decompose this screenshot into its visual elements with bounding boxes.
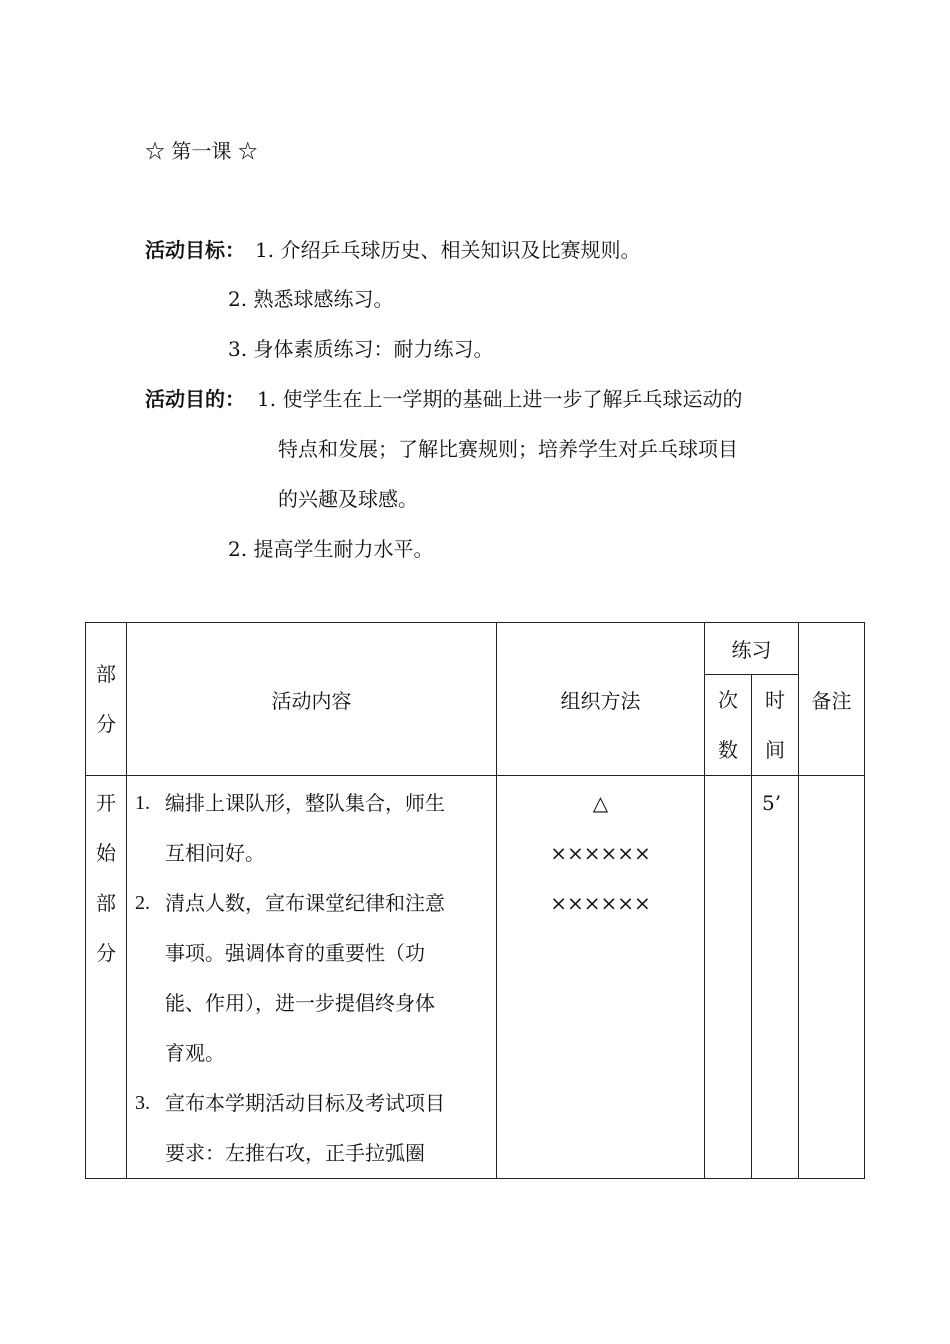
content-item-2-line-3: 能、作用），进一步提倡终身体 (165, 991, 435, 1015)
header-method: 组织方法 (497, 623, 705, 776)
method-line-3: ×××××× (550, 891, 651, 915)
lesson-title: ☆ 第一课 ☆ (145, 139, 258, 163)
header-time-char-1: 时 (765, 688, 785, 712)
content-item-2-line-4: 育观。 (165, 1041, 225, 1065)
header-time (752, 675, 799, 776)
content-item-2-line-1: 清点人数，宣布课堂纪律和注意 (165, 891, 445, 915)
content-item-3-line-2: 要求：左推右攻，正手拉弧圈 (165, 1141, 425, 1165)
method-cell (497, 776, 705, 1179)
content-item-2 (135, 878, 488, 1078)
header-count-char-2: 数 (718, 738, 738, 762)
content-item-3-line-1: 宣布本学期活动目标及考试项目 (165, 1091, 445, 1115)
goal-item-1: 1. 介绍乒乓球历史、相关知识及比赛规则。 (255, 238, 641, 262)
part-char-4: 分 (96, 941, 116, 965)
purpose-item-2: 2. 提高学生耐力水平。 (228, 537, 434, 561)
header-practice: 练习 (705, 623, 799, 675)
content-item-1 (135, 778, 488, 878)
content-item-3 (135, 1078, 488, 1178)
row-opening-part (86, 776, 865, 1179)
time-cell: 5’ (752, 776, 799, 1179)
count-cell (705, 776, 752, 1179)
content-item-1-line-1: 编排上课队形，整队集合，师生 (165, 791, 445, 815)
header-count-char-1: 次 (718, 688, 738, 712)
lesson-plan-table (85, 622, 865, 1179)
content-list (127, 776, 496, 1178)
goal-item-3: 3. 身体素质练习：耐力练习。 (228, 337, 494, 361)
header-part-char-1: 部 (96, 662, 116, 686)
purpose-item-1-line-1: 1. 使学生在上一学期的基础上进一步了解乒乓球运动的 (257, 387, 743, 411)
note-cell (799, 776, 865, 1179)
content-cell (127, 776, 497, 1179)
header-note: 备注 (799, 623, 865, 776)
content-item-3-num: 3. (135, 1092, 150, 1114)
goals-label: 活动目标： (145, 238, 245, 262)
header-part-char-2: 分 (96, 712, 116, 736)
header-time-char-2: 间 (765, 738, 785, 762)
purpose-item-1-line-2: 特点和发展；了解比赛规则；培养学生对乒乓球项目 (278, 437, 738, 461)
part-char-1: 开 (96, 791, 116, 815)
part-cell (86, 776, 127, 1179)
header-content: 活动内容 (127, 623, 497, 776)
goal-item-2: 2. 熟悉球感练习。 (228, 287, 394, 311)
part-char-2: 始 (96, 841, 116, 865)
content-item-1-num: 1. (135, 792, 150, 814)
header-row-1 (86, 623, 865, 675)
content-item-1-line-2: 互相问好。 (165, 841, 265, 865)
header-part (86, 623, 127, 776)
content-item-2-line-2: 事项。强调体育的重要性（功 (165, 941, 425, 965)
method-line-2: ×××××× (550, 841, 651, 865)
header-count (705, 675, 752, 776)
part-char-3: 部 (96, 891, 116, 915)
content-item-2-num: 2. (135, 892, 150, 914)
method-line-1: △ (592, 791, 609, 815)
purpose-label: 活动目的： (145, 387, 245, 411)
purpose-item-1-line-3: 的兴趣及球感。 (278, 487, 418, 511)
